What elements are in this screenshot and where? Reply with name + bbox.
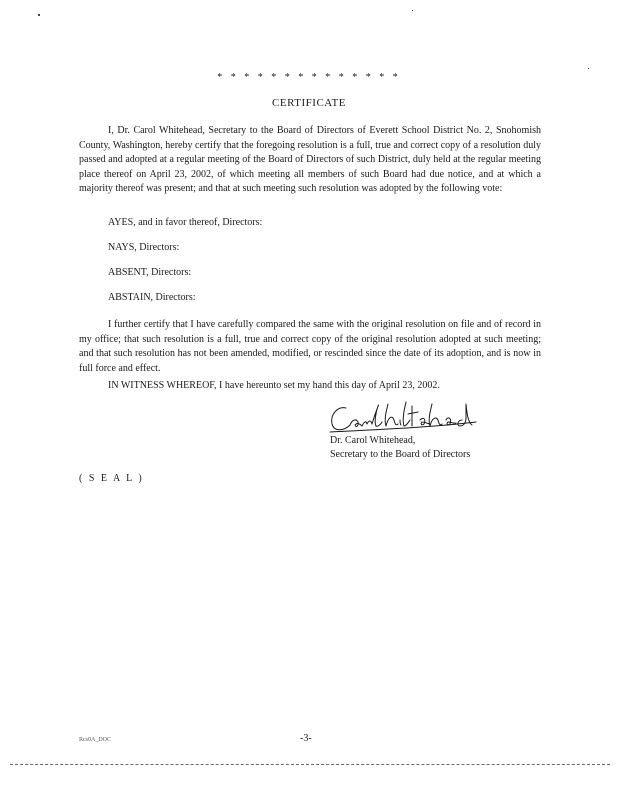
scan-speck bbox=[588, 68, 589, 69]
witness-statement: IN WITNESS WHEREOF, I have hereunto set my hand this day of April 23, 2002. bbox=[108, 380, 440, 391]
vote-nays: NAYS, Directors: bbox=[108, 242, 180, 253]
certificate-title: CERTIFICATE bbox=[272, 97, 346, 109]
certification-paragraph: I, Dr. Carol Whitehead, Secretary to the Board of Directors of Everett School District No. 2, Snohomish County, Washington, hereby certify that the foregoing resolution is a full, true and correct copy of a resolution duly passed and adopted at a regular meeting of the Board of Directors of such District, duly held at the regular meeting place thereof on April 23, 2002, of which meeting all members of such Board had due notice, and at which a majority thereof was present; and that at such meeting such resolution was adopted by the following vote: bbox=[79, 125, 541, 195]
star-separator: * * * * * * * * * * * * * * bbox=[217, 72, 401, 83]
signer-name: Dr. Carol Whitehead, bbox=[330, 435, 416, 446]
footer-document-code: Rcs0A_DOC bbox=[79, 737, 112, 743]
page-number: -3- bbox=[300, 733, 312, 744]
scan-edge-line bbox=[10, 764, 610, 766]
signer-title: Secretary to the Board of Directors bbox=[330, 449, 471, 460]
vote-ayes: AYES, and in favor thereof, Directors: bbox=[108, 217, 263, 228]
scan-speck bbox=[38, 14, 40, 16]
handwritten-signature bbox=[326, 398, 496, 438]
seal-placeholder: ( S E A L ) bbox=[79, 473, 144, 484]
scan-speck bbox=[412, 10, 413, 11]
further-certify-paragraph: I further certify that I have carefully compared the same with the original resolution on file and of record in my office; that such resolution is a full, true and correct copy of the original resolution adopted at such meeting; and that such resolution has not been amended, modified, or rescinded since the date of its adoption, and is now in full force and effect. bbox=[79, 319, 541, 374]
vote-absent: ABSENT, Directors: bbox=[108, 267, 192, 278]
vote-abstain: ABSTAIN, Directors: bbox=[108, 292, 196, 303]
